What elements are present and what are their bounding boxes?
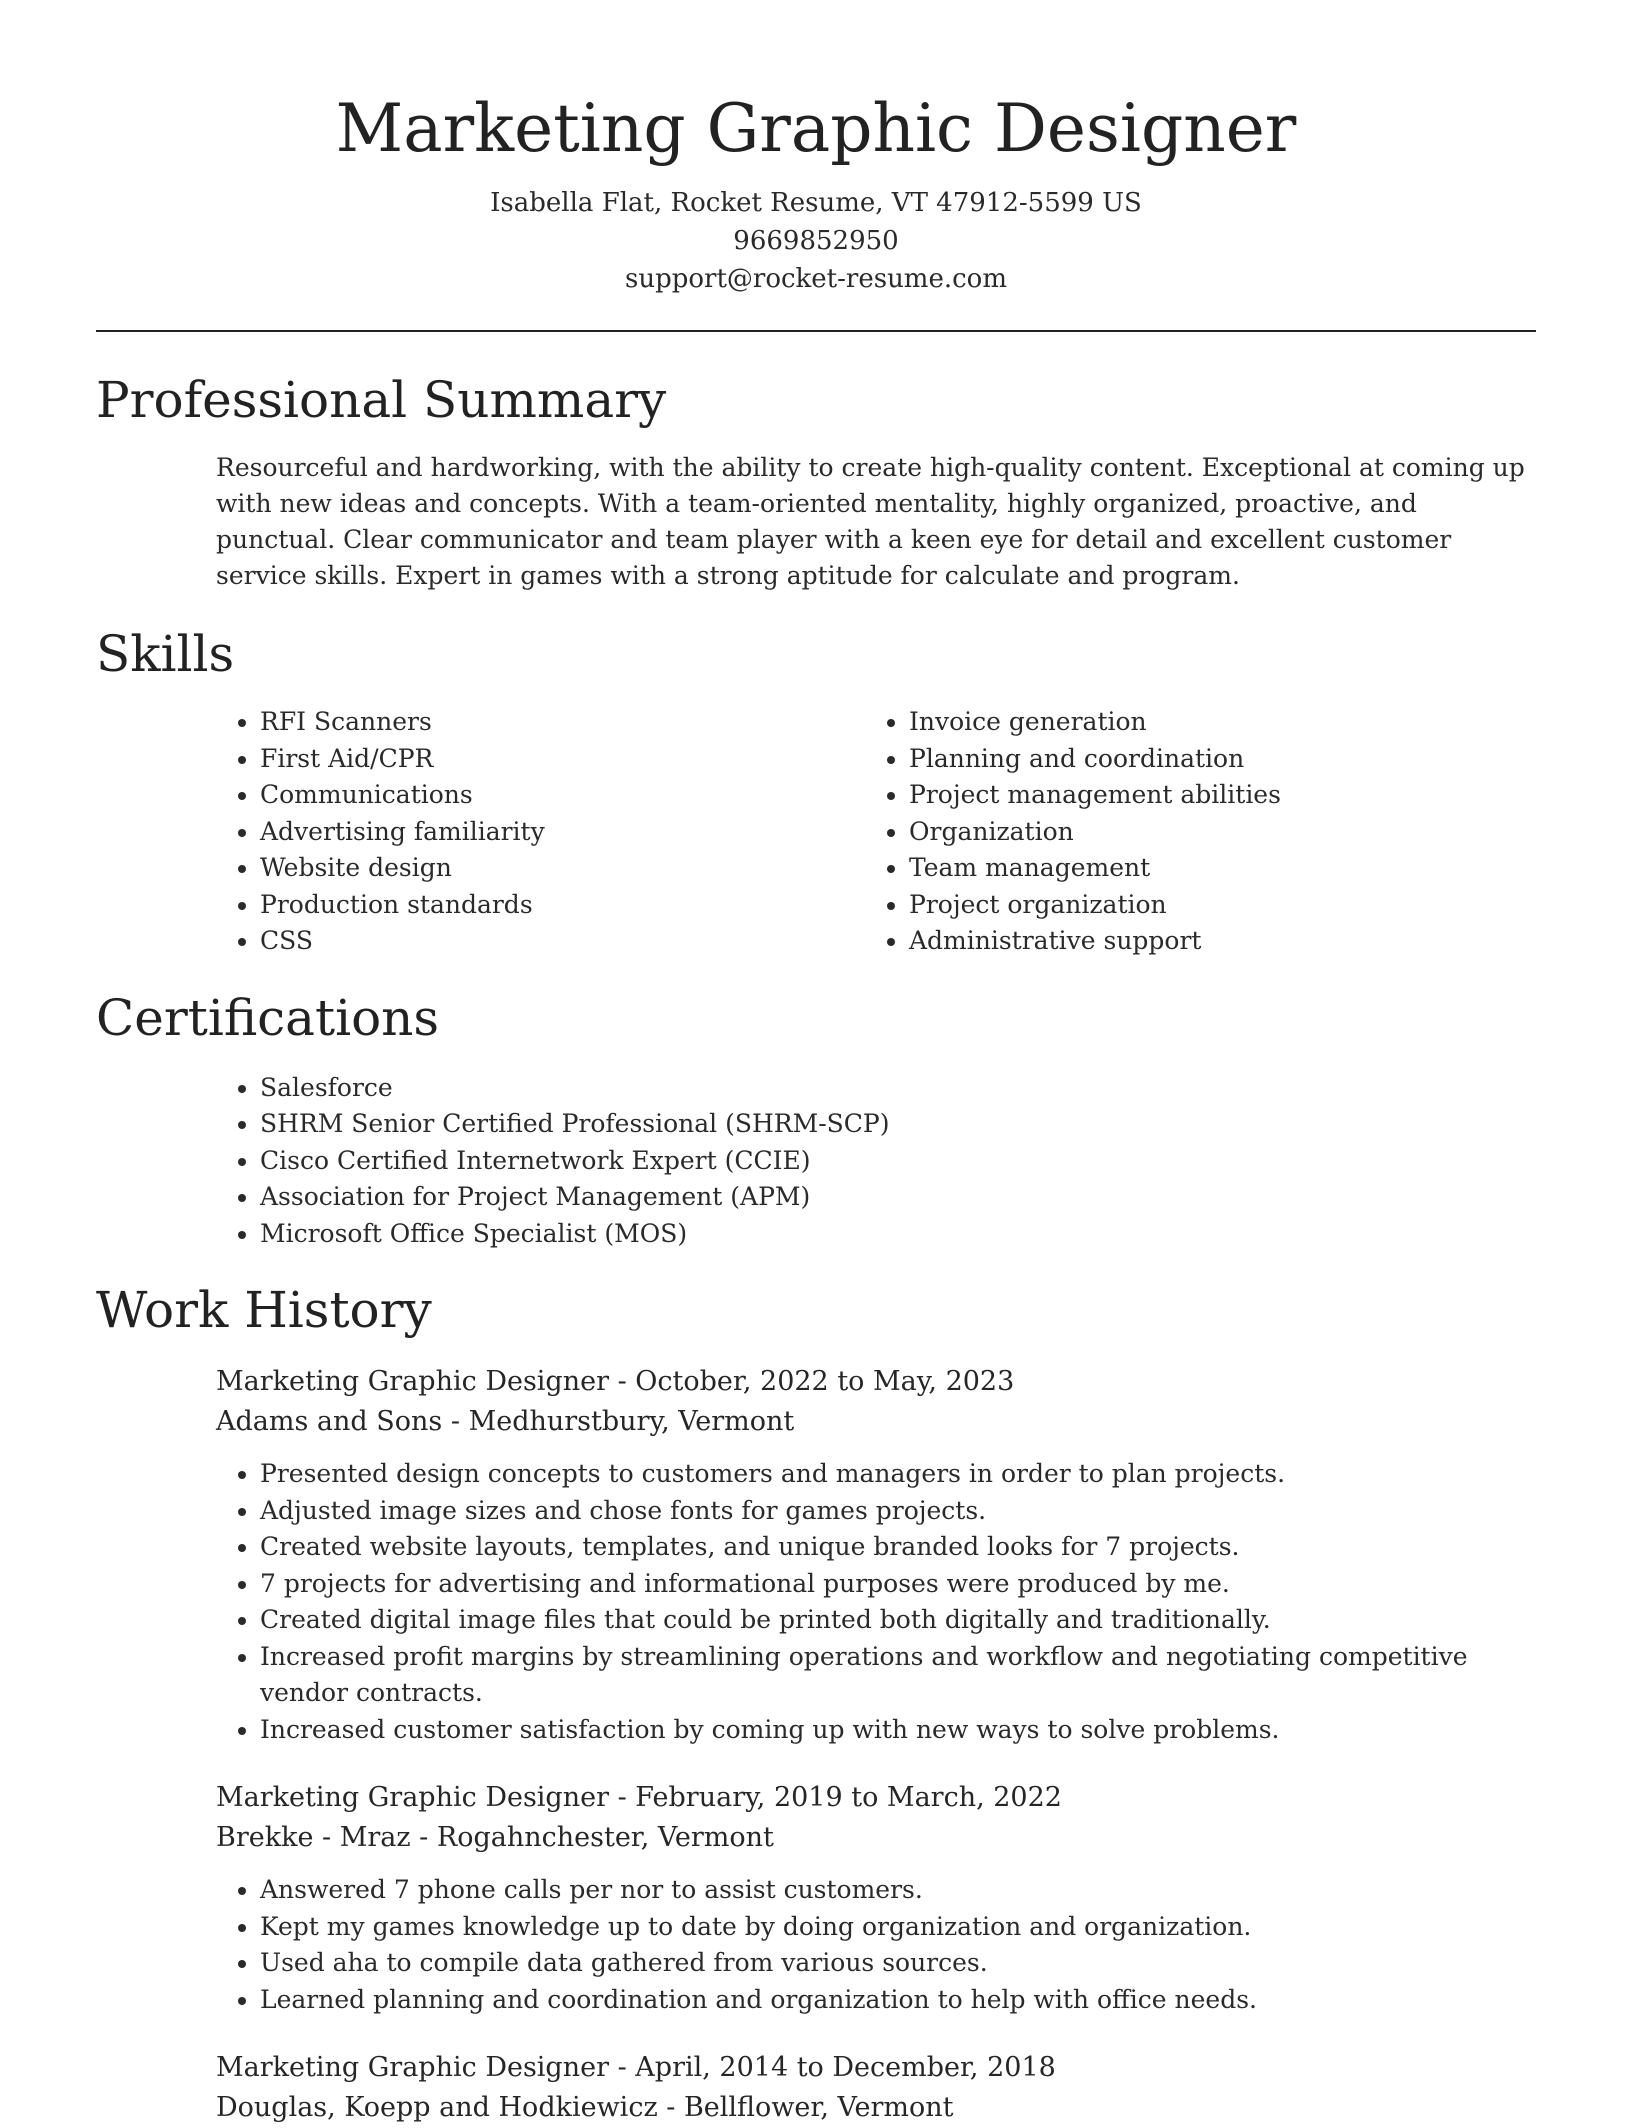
list-item: • Advertising familiarity — [260, 814, 865, 851]
skills-columns — [216, 704, 1536, 960]
job-bullets — [216, 1872, 1536, 2018]
section-title-skills: Skills — [96, 625, 235, 683]
list-item: • Adjusted image sizes and chose fonts for games projects. — [260, 1493, 1536, 1530]
header-divider — [96, 330, 1536, 332]
job-company: Brekke - Mraz — [216, 1822, 411, 1853]
list-item: • Kept my games knowledge up to date by doing organization and organization. — [260, 1909, 1536, 1946]
job-dates: - October, 2022 to May, 2023 — [609, 1366, 1015, 1397]
list-item: • Association for Project Management (APM) — [260, 1179, 1536, 1216]
list-item: • Presented design concepts to customers and managers in order to plan projects. — [260, 1456, 1536, 1493]
candidate-title: Marketing Graphic Designer — [335, 90, 1297, 167]
skills-list-left — [216, 704, 865, 960]
list-item: • Answered 7 phone calls per nor to assist customers. — [260, 1872, 1536, 1909]
certifications-list — [216, 1070, 1536, 1253]
list-item: • Microsoft Office Specialist (MOS) — [260, 1216, 1536, 1253]
job-dates: - February, 2019 to March, 2022 — [609, 1782, 1062, 1813]
list-item: • Used aha to compile data gathered from various sources. — [260, 1945, 1536, 1982]
list-item: • Project organization — [909, 887, 1514, 924]
list-item: • Team management — [909, 850, 1514, 887]
resume-page — [96, 0, 1536, 2128]
list-item: • Project management abilities — [909, 777, 1514, 814]
list-item: • Learned planning and coordination and organization to help with office needs. — [260, 1982, 1536, 2019]
list-item: • Planning and coordination — [909, 741, 1514, 778]
list-item: • SHRM Senior Certified Professional (SHRM-SCP) — [260, 1106, 1536, 1143]
list-item: • Increased customer satisfaction by coming up with new ways to solve problems. — [260, 1712, 1536, 1749]
list-item: • Administrative support — [909, 923, 1514, 960]
section-title-certifications: Certifications — [96, 988, 440, 1047]
job-location: - Rogahnchester, Vermont — [410, 1822, 774, 1853]
job-location: - Medhurstbury, Vermont — [442, 1406, 795, 1437]
list-item: • First Aid/CPR — [260, 741, 865, 778]
job-bullets — [216, 1456, 1536, 1748]
job-company-line — [216, 1402, 1536, 1442]
list-item: • Created digital image files that could be printed both digitally and traditionally. — [260, 1602, 1536, 1639]
list-item: • CSS — [260, 923, 865, 960]
list-item: • Created website layouts, templates, and unique branded looks for 7 projects. — [260, 1529, 1536, 1566]
job-company: Douglas, Koepp and Hodkiewicz — [216, 2092, 658, 2123]
job-company: Adams and Sons — [216, 1406, 443, 1437]
list-item: • Production standards — [260, 887, 865, 924]
job-role-line — [216, 2048, 1536, 2088]
job-role: Marketing Graphic Designer — [216, 1366, 609, 1397]
contact-address: Isabella Flat, Rocket Resume, VT 47912-5599 US — [490, 188, 1142, 218]
list-item: • Invoice generation — [909, 704, 1514, 741]
job-dates: - April, 2014 to December, 2018 — [609, 2052, 1056, 2083]
section-title-summary: Professional Summary — [96, 371, 667, 429]
list-item: • 7 projects for advertising and informational purposes were produced by me. — [260, 1566, 1536, 1603]
list-item: • Salesforce — [260, 1070, 1536, 1107]
job-entry — [216, 2048, 1536, 2128]
list-item: • Cisco Certified Internetwork Expert (CCIE) — [260, 1143, 1536, 1180]
job-company-line — [216, 1818, 1536, 1858]
list-item: • Organization — [909, 814, 1514, 851]
summary-text: Resourceful and hardworking, with the ability to create high-quality content. Exceptional at coming up with new ideas and concepts. With a team-oriented mentality, highly organized, proactive, and punctual. Clear communicator and team player with a keen eye for detail and excellent customer service skills. Expert in games with a strong aptitude for calculate and program. — [216, 453, 1525, 590]
section-title-work-history: Work History — [96, 1281, 432, 1339]
list-item: • Website design — [260, 850, 865, 887]
job-role: Marketing Graphic Designer — [216, 1782, 609, 1813]
skills-list-right — [865, 704, 1514, 960]
job-entry — [216, 1362, 1536, 1748]
list-item: • Increased profit margins by streamlining operations and workflow and negotiating competitive vendor contracts. — [260, 1639, 1510, 1712]
job-role-line — [216, 1362, 1536, 1402]
job-company-line — [216, 2088, 1536, 2128]
job-entry — [216, 1778, 1536, 2018]
contact-email: support@rocket-resume.com — [624, 264, 1007, 294]
list-item: • RFI Scanners — [260, 704, 865, 741]
resume-header — [96, 0, 1536, 298]
list-item: • Communications — [260, 777, 865, 814]
job-role-line — [216, 1778, 1536, 1818]
job-role: Marketing Graphic Designer — [216, 2052, 609, 2083]
contact-phone: 9669852950 — [733, 226, 899, 256]
job-location: - Bellflower, Vermont — [657, 2092, 954, 2123]
